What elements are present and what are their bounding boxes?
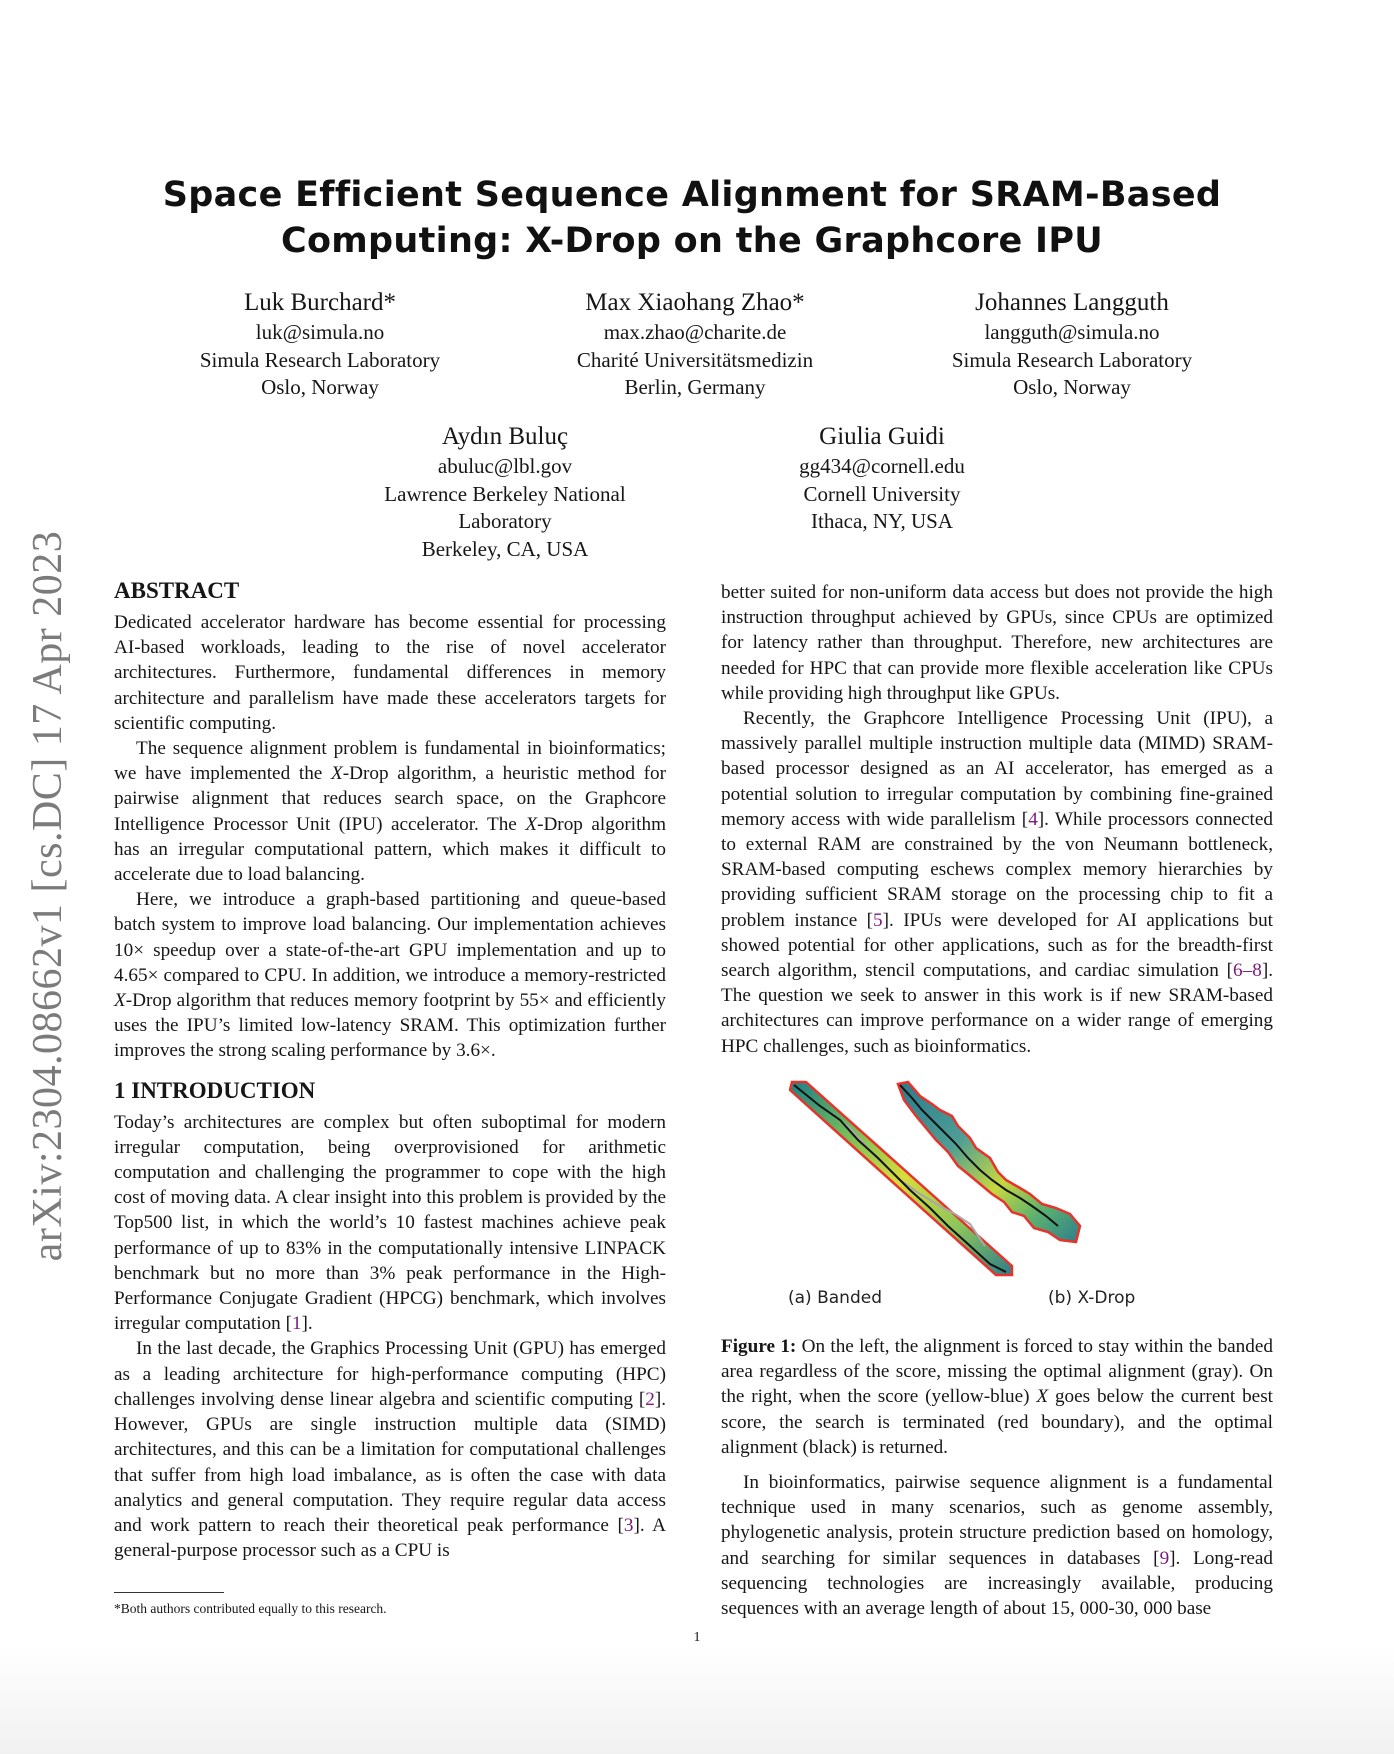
author-affiliation: Charité Universitätsmedizin <box>576 347 814 372</box>
citation-link[interactable]: 9 <box>1159 1547 1170 1569</box>
author-name: Giulia Guidi <box>819 423 945 450</box>
author-location: Ithaca, NY, USA <box>811 509 953 533</box>
author-location: Oslo, Norway <box>261 375 379 399</box>
author-email: luk@simula.no <box>255 320 385 344</box>
author-block <box>535 286 855 402</box>
figure-1 <box>780 1076 1240 1316</box>
citation-link[interactable]: 5 <box>873 909 883 931</box>
right-column-continued <box>721 1470 1273 1621</box>
xdrop-alignment-panel <box>898 1082 1080 1242</box>
subfigure-label-b: (b) X-Drop <box>1048 1288 1136 1308</box>
footnote-rule <box>114 1592 224 1593</box>
figure-1-caption: Figure 1: On the left, the alignment is forced to stay within the banded area regardless of the score, missing the optimal alignment (gray). On the right, when the score (yellow-blue) X goes below the current best score, the search is terminated (red boundary), and the optimal alignment (black) is returned. <box>721 1336 1273 1458</box>
author-location: Oslo, Norway <box>1013 375 1131 399</box>
left-column <box>114 576 666 1563</box>
author-affiliation: Simula Research Laboratory <box>951 347 1193 372</box>
author-email: langguth@simula.no <box>984 320 1160 344</box>
body-paragraph: Recently, the Graphcore Intelligence Processing Unit (IPU), a massively parallel multiple instruction multiple data (MIMD) SRAM-based processor designed as an AI accelerator, has emerged as a potential solution to irregular computation by combining fine-grained memory access with wide parallelism [4]. While processors connected to external RAM are constrained by the von Neumann bottleneck, SRAM-based computing eschews complex memory hierarchies by providing sufficient SRAM storage on the processing chip to fit a problem instance [5]. IPUs were developed for AI applications but showed potential for other applications, such as for the breadth-first search algorithm, stencil computations, and cardiac simulation [6–8]. The question we seek to answer in this work is if new SRAM-based architectures can improve performance on a wider range of emerging HPC challenges, such as bioinformatics. <box>721 708 1273 1057</box>
author-block <box>722 420 1042 536</box>
section-heading-introduction: 1 INTRODUCTION <box>114 1077 316 1103</box>
abstract-paragraph: Here, we introduce a graph-based partitioning and queue-based batch system to improve load balancing. Our implementation achieves 10× speedup over a state-of-the-art GPU implementation and up to 4.65× compared to CPU. In addition, we introduce a memory-restricted X-Drop algorithm that reduces memory footprint by 55× and efficiently uses the IPU’s limited low-latency SRAM. This optimization further improves the strong scaling performance by 3.6×. <box>114 889 666 1062</box>
arxiv-identifier: arXiv:2304.08662v1 [cs.DC] 17 Apr 2023 <box>25 530 71 1262</box>
author-email: gg434@cornell.edu <box>799 454 965 478</box>
author-name: Luk Burchard* <box>243 289 397 316</box>
citation-link[interactable]: 1 <box>291 1313 302 1335</box>
abstract-paragraph: Dedicated accelerator hardware has become essential for processing AI-based workloads, leading to the rise of novel accelerator architectures. Furthermore, fundamental differences in memory architecture and parallelism have made these accelerators targets for scientific computing. <box>114 612 666 734</box>
author-name: Aydın Buluç <box>441 423 569 450</box>
page-number: 1 <box>693 1630 701 1645</box>
paper-title <box>150 172 1234 264</box>
author-email: abuluc@lbl.gov <box>437 454 573 478</box>
xdrop-search-area <box>898 1082 1080 1242</box>
author-affiliation: Cornell University <box>803 481 961 506</box>
author-name: Johannes Langguth <box>975 289 1169 316</box>
author-block <box>160 286 480 402</box>
author-email: max.zhao@charite.de <box>603 320 787 344</box>
abstract-paragraph: The sequence alignment problem is fundamental in bioinformatics; we have implemented the X-Drop algorithm, a heuristic method for pairwise alignment that reduces search space, on the Graphcore Intelligence Processor Unit (IPU) accelerator. The X-Drop algorithm has an irregular computational pattern, which makes it difficult to accelerate due to load balancing. <box>114 738 666 886</box>
author-affiliation-cont: Laboratory <box>458 509 552 533</box>
author-location: Berkeley, CA, USA <box>421 536 589 561</box>
author-name: Max Xiaohang Zhao* <box>585 289 805 316</box>
footnote: *Both authors contributed equally to this research. <box>114 1601 387 1616</box>
abstract-heading: ABSTRACT <box>114 578 240 603</box>
page-shade <box>0 1644 1394 1754</box>
body-paragraph: better suited for non-uniform data access but does not provide the high instruction throughput achieved by GPUs, since CPUs are optimized for latency rather than throughput. Therefore, new architectures are needed for HPC that can provide more flexible acceleration like CPUs while providing high throughput like GPUs. <box>721 582 1273 704</box>
citation-link[interactable]: 6–8 <box>1233 960 1262 982</box>
citation-link[interactable]: 2 <box>645 1388 655 1410</box>
right-column <box>721 580 1273 1059</box>
author-block <box>345 420 665 563</box>
body-paragraph: Today’s architectures are complex but often suboptimal for modern irregular computation, being overprovisioned for arithmetic computation and challenging the programmer to cope with the high cost of moving data. A clear insight into this problem is provided by the Top500 list, in which the world’s 10 fastest machines achieve peak performance of up to 83% in the computationally intensive LINPACK benchmark but no more than 3% peak performance in the High-Performance Conjugate Gradient (HPCG) benchmark, which involves irregular computation [1]. <box>114 1111 666 1335</box>
body-paragraph: In the last decade, the Graphics Processing Unit (GPU) has emerged as a leading architecture for high-performance computing (HPC) challenges involving dense linear algebra and scientific computing [2]. However, GPUs are single instruction multiple data (SIMD) architectures, and this can be a limitation for computational challenges that suffer from high load imbalance, as is often the case with data analytics and general computation. They require regular data access and work pattern to reach their theoretical peak performance [3]. A general-purpose processor such as a CPU is <box>114 1338 667 1562</box>
body-paragraph: In bioinformatics, pairwise sequence alignment is a fundamental technique used in many scenarios, such as genome assembly, phylogenetic analysis, protein structure prediction based on homology, and searching for similar sequences in databases [9]. Long-read sequencing technologies are increasingly available, producing sequences with an average length of about 15, 000-30, 000 base <box>721 1472 1273 1620</box>
citation-link[interactable]: 3 <box>623 1514 634 1536</box>
citation-link[interactable]: 4 <box>1028 808 1038 830</box>
subfigure-label-a: (a) Banded <box>788 1288 882 1308</box>
author-affiliation: Simula Research Laboratory <box>199 347 441 372</box>
author-affiliation: Lawrence Berkeley National <box>384 481 626 506</box>
title-line-1: Space Efficient Sequence Alignment for SRAM-Based <box>162 175 1222 215</box>
title-line-2: Computing: X-Drop on the Graphcore IPU <box>280 221 1104 261</box>
author-block <box>910 286 1234 402</box>
figure-1-graphic <box>780 1076 1240 1316</box>
author-location: Berlin, Germany <box>624 375 766 399</box>
